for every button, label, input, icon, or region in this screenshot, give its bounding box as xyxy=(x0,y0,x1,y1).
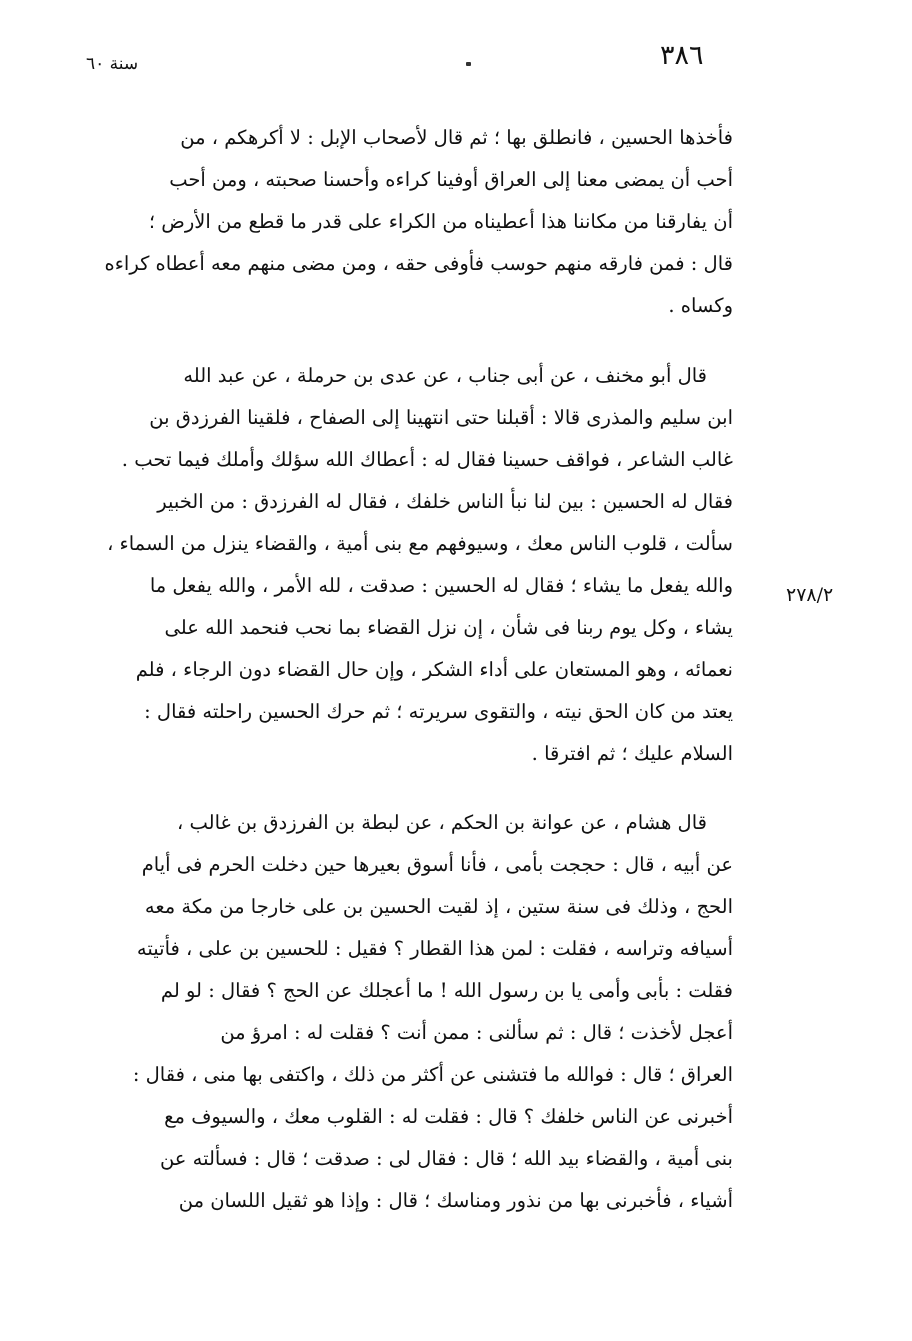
text-line: قال : فمن فارقه منهم حوسب فأوفى حقه ، ومن مضى منهم معه أعطاه كراءه xyxy=(105,252,733,275)
text-line: سألت ، قلوب الناس معك ، وسيوفهم مع بنى أمية ، والقضاء ينزل من السماء ، xyxy=(107,532,733,555)
text-line: أخبرنى عن الناس خلفك ؟ قال : فقلت له : القلوب معك ، والسيوف مع xyxy=(164,1105,733,1128)
text-line: بنى أمية ، والقضاء بيد الله ؛ قال : فقال لى : صدقت ؛ قال : فسألته عن xyxy=(159,1147,733,1170)
text-line: عن أبيه ، قال : حججت بأمى ، فأنا أسوق بعيرها حين دخلت الحرم فى أيام xyxy=(141,853,733,876)
text-line: يشاء ، وكل يوم ربنا فى شأن ، إن نزل القضاء بما نحب فنحمد الله على xyxy=(164,616,733,639)
text-line: أشياء ، فأخبرنى بها من نذور ومناسك ؛ قال : وإذا هو ثقيل اللسان من xyxy=(178,1189,733,1212)
text-line: يعتد من كان الحق نيته ، والتقوى سريرته ؛ ثم حرك الحسين راحلته فقال : xyxy=(144,700,733,723)
text-line: أن يفارقنا من مكاننا هذا أعطيناه من الكراء على قدر ما قطع من الأرض ؛ xyxy=(148,210,733,233)
paragraph-1 xyxy=(105,117,733,327)
text-line: أعجل لأخذت ؛ قال : ثم سألنى : ممن أنت ؟ فقلت له : امرؤ من xyxy=(220,1021,733,1044)
text-line: غالب الشاعر ، فواقف حسينا فقال له : أعطاك الله سؤلك وأملك فيما تحب . xyxy=(121,448,733,471)
text-line: ابن سليم والمذرى قالا : أقبلنا حتى انتهينا إلى الصفاح ، فلقينا الفرزدق بن xyxy=(149,406,733,429)
text-line: والله يفعل ما يشاء ؛ فقال له الحسين : صدقت ، لله الأمر ، والله يفعل ما xyxy=(149,574,733,597)
text-line: قال هشام ، عن عوانة بن الحكم ، عن لبطة بن الفرزدق بن غالب ، xyxy=(177,811,707,834)
text-line: السلام عليك ؛ ثم افترقا . xyxy=(531,742,733,765)
text-line: فأخذها الحسين ، فانطلق بها ؛ ثم قال لأصحاب الإبل : لا أكرهكم ، من xyxy=(180,126,733,149)
text-line: الحج ، وذلك فى سنة ستين ، إذ لقيت الحسين بن على خارجا من مكة معه xyxy=(144,895,733,918)
text-line: أحب أن يمضى معنا إلى العراق أوفينا كراءه وأحسنا صحبته ، ومن أحب xyxy=(169,168,733,191)
text-line: وكساه . xyxy=(668,294,733,317)
year-header: سنة ٦٠ xyxy=(86,54,139,74)
decorative-mark xyxy=(466,62,471,66)
text-line: فقلت : بأبى وأمى يا بن رسول الله ! ما أعجلك عن الحج ؟ فقال : لو لم xyxy=(160,979,733,1002)
margin-reference: ٢٧٨/٢ xyxy=(786,584,834,606)
text-line: قال أبو مخنف ، عن أبى جناب ، عن عدى بن حرملة ، عن عبد الله xyxy=(183,364,707,387)
text-line: نعمائه ، وهو المستعان على أداء الشكر ، وإن حال القضاء دون الرجاء ، فلم xyxy=(135,658,733,681)
paragraph-3 xyxy=(105,802,733,1222)
text-line: العراق ؛ قال : فوالله ما فتشنى عن أكثر من ذلك ، واكتفى بها منى ، فقال : xyxy=(132,1063,733,1086)
text-line: فقال له الحسين : بين لنا نبأ الناس خلفك ، فقال له الفرزدق : من الخبير xyxy=(157,490,733,513)
page-number: ٣٨٦ xyxy=(660,40,704,71)
text-line: أسيافه وتراسه ، فقلت : لمن هذا القطار ؟ فقيل : للحسين بن على ، فأتيته xyxy=(136,937,733,960)
paragraph-2 xyxy=(105,355,733,775)
